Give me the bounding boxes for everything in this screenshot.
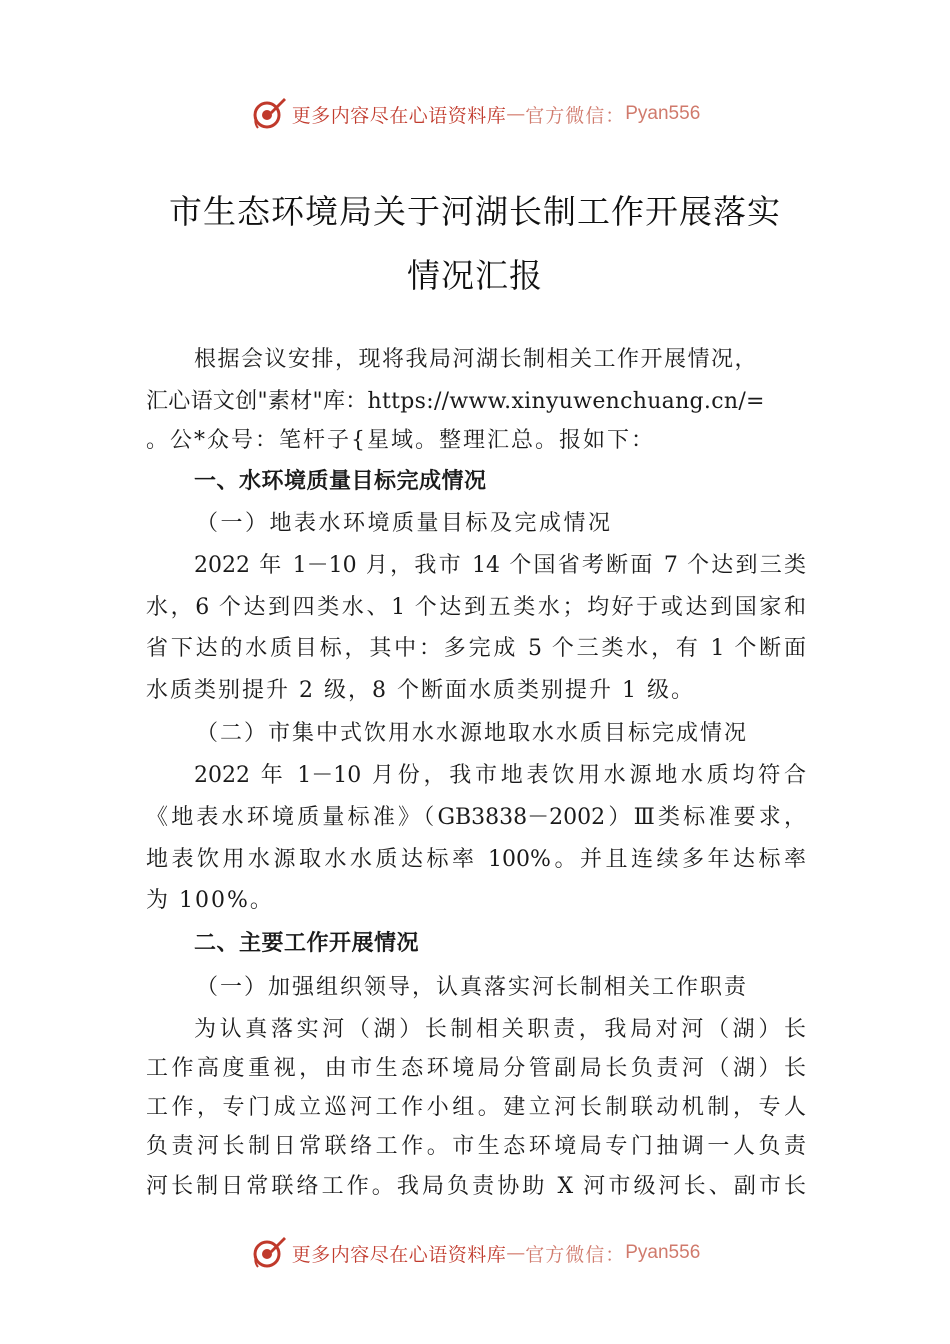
body-line: 河长制日常联络工作。我局负责协助 X 河市级河长、副市长 — [146, 1174, 806, 1199]
subsection-heading-1-1: （一）地表水环境质量目标及完成情况 — [196, 511, 613, 536]
watermark-main-text: 更多内容尽在心语资料库 — [291, 104, 507, 127]
document-title-line-1: 市生态环境局关于河湖长制工作开展落实 — [169, 192, 781, 231]
subsection-heading-1-2: （二）市集中式饮用水水源地取水水质目标完成情况 — [196, 721, 749, 746]
body-line: 2022 年 1－10 月份，我市地表饮用水源地水质均符合 — [194, 763, 806, 788]
body-line: 地表饮用水源取水水质达标率 100%。并且连续多年达标率 — [146, 847, 806, 872]
body-line: 负责河长制日常联络工作。市生态环境局专门抽调一人负责 — [146, 1134, 806, 1159]
body-line: 水质类别提升 2 级，8 个断面水质类别提升 1 级。 — [146, 678, 695, 703]
watermark-main-text: 更多内容尽在心语资料库 — [291, 1243, 507, 1266]
watermark-sub-text: 官方微信： — [525, 1243, 626, 1266]
body-line: 省下达的水质目标，其中：多完成 5 个三类水，有 1 个断面 — [146, 636, 806, 661]
watermark-wechat-id: Pyan556 — [625, 103, 701, 124]
section-heading-1: 一、水环境质量目标完成情况 — [194, 469, 487, 494]
pen-logo-icon — [250, 95, 288, 133]
subsection-heading-2-1: （一）加强组织领导，认真落实河长制相关工作职责 — [196, 975, 749, 1000]
watermark-wechat-id: Pyan556 — [625, 1242, 701, 1263]
watermark-banner-bottom — [0, 1233, 950, 1273]
body-line: 水，6 个达到四类水、1 个达到五类水；均好于或达到国家和 — [146, 595, 806, 620]
watermark-dash: — — [506, 1242, 526, 1264]
body-line: 为认真落实河（湖）长制相关职责，我局对河（湖）长 — [194, 1017, 806, 1042]
pen-logo-icon — [250, 1234, 288, 1272]
body-line: 汇心语文创"素材"库：https://www.xinyuwenchuang.cn/= — [146, 389, 765, 414]
section-heading-2: 二、主要工作开展情况 — [194, 931, 420, 956]
watermark-banner-top — [0, 94, 950, 134]
body-line: 工作高度重视，由市生态环境局分管副局长负责河（湖）长 — [146, 1056, 806, 1081]
document-title-line-2: 情况汇报 — [407, 256, 543, 295]
body-line: 《地表水环境质量标准》（GB3838－2002）Ⅲ类标准要求， — [146, 805, 806, 830]
body-line: 为 100%。 — [146, 888, 274, 913]
body-line: 。公*众号：笔杆子{星域。整理汇总。报如下： — [146, 428, 655, 453]
body-line: 工作，专门成立巡河工作小组。建立河长制联动机制，专人 — [146, 1095, 806, 1120]
watermark-dash: — — [506, 103, 526, 125]
watermark-sub-text: 官方微信： — [525, 104, 626, 127]
body-line: 2022 年 1－10 月，我市 14 个国省考断面 7 个达到三类 — [194, 553, 806, 578]
body-line: 根据会议安排，现将我局河湖长制相关工作开展情况， — [194, 347, 759, 372]
